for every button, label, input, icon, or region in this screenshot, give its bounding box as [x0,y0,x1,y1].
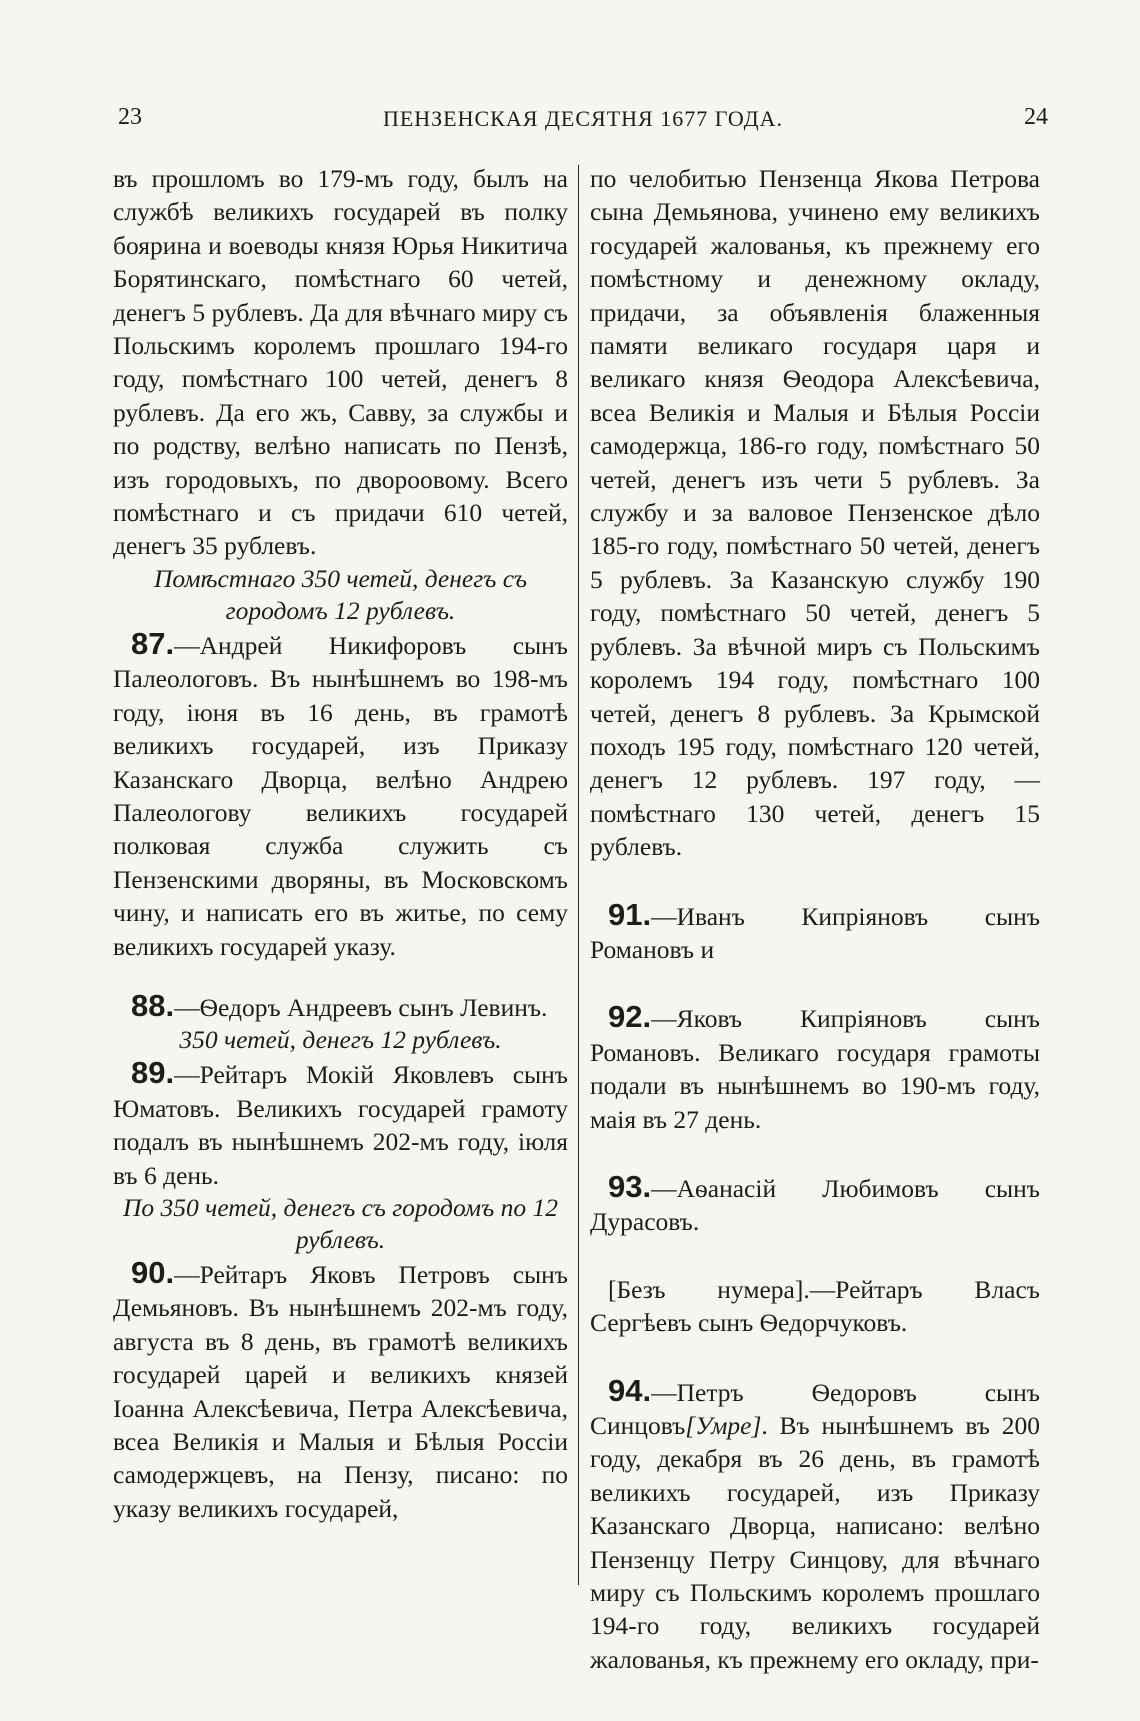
right-column [590,162,1040,1676]
entry-number: 92. [608,999,652,1035]
column-divider [578,165,579,1585]
entry-94 [590,1374,1040,1677]
entry-text: —Рейтаръ Мокій Яковлевъ сынъ Юматовъ. Великихъ государей грамоту подалъ въ нынѣшнемъ 202-мъ году, іюля въ 6 день. [113,1060,568,1190]
entry-number: 88. [131,987,175,1023]
entry-number: 91. [608,896,652,932]
entry-text: —Андрей Никифоровъ сынъ Палеологовъ. Въ нынѣшнемъ во 198-мъ году, іюня въ 16 день, въ грамотѣ великихъ государей, изъ Приказу Казанскаго Дворца, велѣно Андрею Палеологову великихъ государей полковая служба служить съ Пензенскими дворяны, въ Московскомъ чину, и написать его въ житье, по сему великихъ государей указу. [113,630,568,961]
entry-92 [590,1000,1040,1136]
entry-90 [113,1256,568,1525]
entry-89 [113,1056,568,1192]
entry-number: 94. [608,1372,652,1408]
continuation-paragraph: по челобитью Пензенца Якова Петрова сына Демьянова, учинено ему великихъ государей жалованья, къ прежнему его помѣстному и денежному окладу, придачи, за объявленія блаженныя памяти великаго государя царя и великаго князя Ѳеодора Алексѣевича, всеа Великія и Малыя и Бѣлыя Россіи самодержца, 186-го году, помѣстнаго 50 четей, денегъ изъ чети 5 рублевъ. За службу и за валовое Пензенское дѣло 185-го году, помѣстнаго 50 четей, денегъ 5 рублевъ. За Казанскую службу 190 году, помѣстнаго 50 четей, денегъ 5 рублевъ. За вѣчной миръ съ Польскимъ королемъ 194 году, помѣстнаго 100 четей, денегъ 8 рублевъ. За Крымской походъ 195 году, помѣстнаго 120 четей, денегъ 12 рублевъ. 197 году, — помѣстнаго 130 четей, денегъ 15 рублевъ. [590,164,1040,862]
left-column [113,162,568,1525]
entry-number: 90. [131,1254,175,1290]
rubric: По 350 четей, денегъ съ городомъ по 12 рублевъ. [123,1192,558,1254]
page-number-right: 24 [1024,104,1048,130]
entry-number: 93. [608,1168,652,1204]
entry-text: —Яковъ Кипріяновъ сынъ Романовъ. Великаго государя грамоты подали въ нынѣшнемъ во 190-мъ году, маія въ 27 день. [590,1004,1040,1134]
entry-number: 89. [131,1055,175,1091]
entry-87 [113,627,568,963]
rubric: 350 четей, денегъ 12 рублевъ. [179,1025,502,1055]
page-number-left: 23 [118,104,142,130]
entry-91 [590,898,1040,967]
entry-text: —Рейтаръ Яковъ Петровъ сынъ Демьяновъ. Въ нынѣшнемъ 202-мъ году, августа въ 8 день, въ грамотѣ великихъ государей царей и великихъ князей Іоанна Алексѣевича, Петра Алексѣевича, всеа Великія и Малыя и Бѣлыя Россіи самодержцевъ, на Пензу, писано: по указу великихъ государей, [113,1259,568,1523]
entry-text: . Въ нынѣшнемъ въ 200 году, декабря въ 26 день, въ грамотѣ великихъ государей, изъ Приказу Казанскаго Дворца, написано: велѣно Пензенцу Петру Синцову, для вѣчнаго миру съ Польскимъ королемъ прошлаго 194-го году, великихъ государей жалованья, къ прежнему его окладу, при- [590,1411,1040,1674]
running-header [118,104,1048,140]
running-title: ПЕНЗЕНСКАЯ ДЕСЯТНЯ 1677 ГОДА. [382,106,784,131]
entry-text: —Ѳедоръ Андреевъ сынъ Левинъ. [174,992,548,1022]
entry-number: 87. [131,625,175,661]
continuation-paragraph: въ прошломъ во 179-мъ году, былъ на службѣ великихъ государей въ полку боярина и воеводы князя Юрья Никитича Борятинскаго, помѣстнаго 60 четей, денегъ 5 рублевъ. Да для вѣчнаго миру съ Польскимъ королемъ прошлаго 194-го году, помѣстнаго 100 четей, денегъ 8 рублевъ. Да его жъ, Савву, за службы и по родству, велѣно написать по Пензѣ, изъ городовыхъ, по двороовому. Всего помѣстнаго и съ придачи 610 четей, денегъ 35 рублевъ. [113,164,568,561]
editorial-note: [Умре] [685,1411,762,1440]
rubric: Помѣстнаго 350 четей, денегъ съ городомъ 12 рублевъ. [154,563,527,625]
entry-unnumbered: [Безъ нумера].—Рейтаръ Власъ Сергѣевъ сынъ Ѳедорчуковъ. [590,1274,1040,1338]
entry-88 [113,989,568,1024]
entry-text: —Иванъ Кипріяновъ сынъ Романовъ и [590,901,1040,964]
entry-93 [590,1170,1040,1239]
entry-text: —Петръ Ѳедоровъ сынъ Синцовъ [590,1377,1040,1440]
entry-text: —Аѳанасій Любимовъ сынъ Дурасовъ. [590,1173,1040,1237]
